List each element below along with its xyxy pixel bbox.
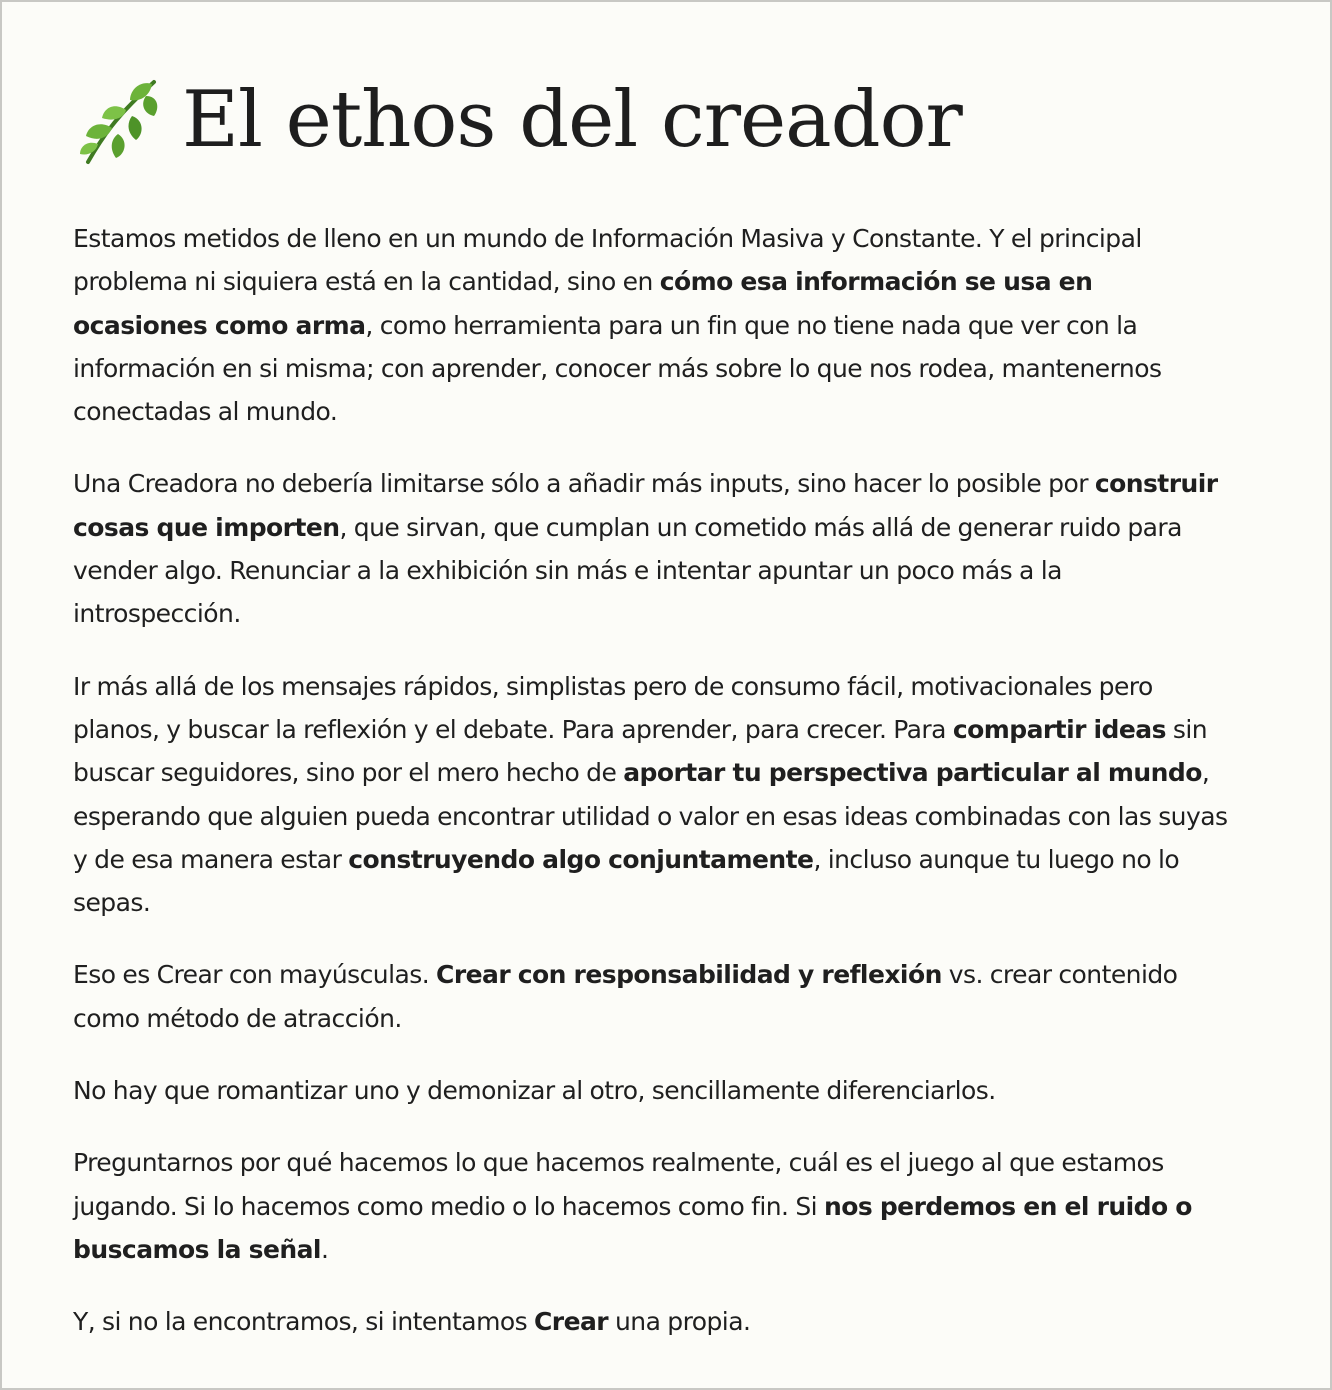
bold-text: Crear con responsabilidad y reflexión bbox=[436, 960, 942, 990]
paragraph bbox=[73, 1069, 1233, 1112]
text-run: Estamos metidos de lleno en un mundo de Información Masiva y Constante. Y el principal problema ni siquiera está en la cantidad, sino en bbox=[73, 224, 1142, 297]
text-run: , incluso aunque tu luego no lo sepas. bbox=[73, 844, 1180, 918]
article-body bbox=[73, 217, 1233, 1373]
text-run: vs. crear contenido como método de atracción. bbox=[73, 960, 1178, 1033]
text-run: sin buscar seguidores, sino por el mero hecho de bbox=[73, 714, 1208, 788]
text-run: , que sirvan, que cumplan un cometido más allá de generar ruido para vender algo. Renunciar a la exhibición sin más e intentar apuntar un poco más a la introspección. bbox=[73, 512, 1182, 629]
paragraph bbox=[73, 665, 1233, 925]
herb-icon bbox=[74, 74, 160, 166]
paragraph bbox=[73, 462, 1233, 635]
bold-text: compartir ideas bbox=[952, 714, 1166, 744]
text-run: , esperando que alguien pueda encontrar utilidad o valor en esas ideas combinadas con las suyas y de esa manera estar bbox=[73, 758, 1228, 874]
paragraph bbox=[73, 953, 1233, 1040]
text-run: Una Creadora no debería limitarse sólo a añadir más inputs, sino hacer lo posible por bbox=[73, 469, 1095, 499]
text-run: Eso es Crear con mayúsculas. bbox=[73, 960, 437, 990]
text-run: Preguntarnos por qué hacemos lo que hacemos realmente, cuál es el juego al que estamos jugando. Si lo hacemos como medio o lo hacemos como fin. Si bbox=[73, 1148, 1164, 1221]
text-run: Ir más allá de los mensajes rápidos, simplistas pero de consumo fácil, motivacionales pero planos, y buscar la reflexión y el debate. Para aprender, para crecer. Para bbox=[73, 671, 1153, 744]
paragraph bbox=[73, 1300, 1233, 1343]
text-run: , como herramienta para un fin que no tiene nada que ver con la información en si misma; con aprender, conocer más sobre lo que nos rodea, mantenernos conectadas al mundo. bbox=[73, 310, 1162, 427]
bold-text: cómo esa información se usa en ocasiones como arma bbox=[73, 267, 1093, 340]
page-title: El ethos del creador bbox=[182, 75, 962, 165]
text-run: Y, si no la encontramos, si intentamos bbox=[73, 1307, 534, 1337]
bold-text: construir cosas que importen bbox=[73, 469, 1218, 542]
bold-text: aportar tu perspectiva particular al mundo bbox=[623, 758, 1202, 788]
paragraph bbox=[73, 217, 1233, 433]
bold-text: construyendo algo conjuntamente bbox=[348, 844, 814, 874]
paragraph bbox=[73, 1141, 1233, 1271]
bold-text: nos perdemos en el ruido o buscamos la señal bbox=[73, 1191, 1192, 1264]
text-run: una propia. bbox=[608, 1307, 751, 1337]
page-header bbox=[74, 74, 962, 166]
text-run: . bbox=[320, 1234, 329, 1264]
text-run: No hay que romantizar uno y demonizar al otro, sencillamente diferenciarlos. bbox=[73, 1076, 996, 1106]
bold-text: Crear bbox=[534, 1307, 609, 1337]
